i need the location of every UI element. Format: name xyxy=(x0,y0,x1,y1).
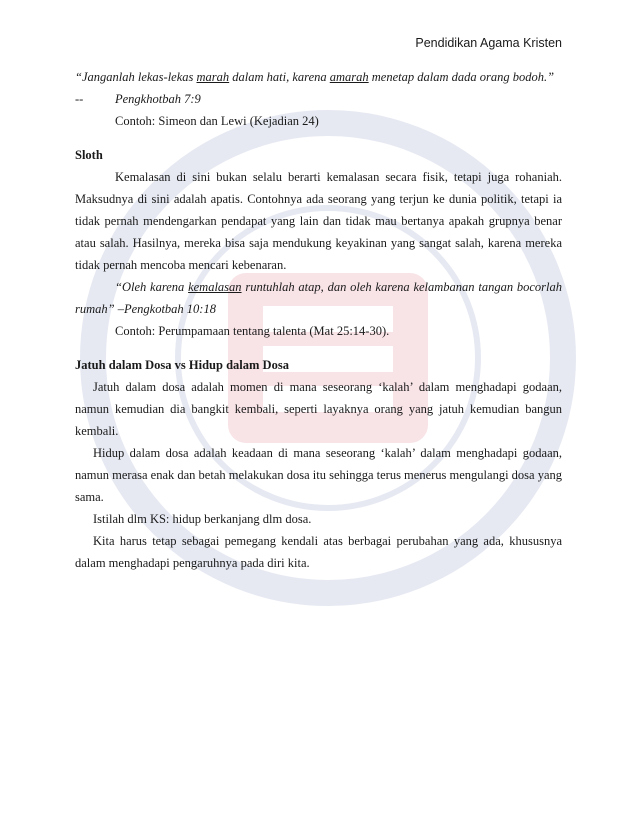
paragraph-istilah: Istilah dlm KS: hidup berkanjang dlm dosa. xyxy=(93,512,312,526)
sloth-paragraph: Kemalasan di sini bukan selalu berarti kemalasan secara fisik, tetapi juga rohaniah. Maksudnya di sini adalah apatis. Contohnya ada seorang yang terjun ke dunia politik, tetapi ia tidak pernah mendengarkan pendapat yang lain dan tidak mau bertanya apakah grupnya benar atau salah. Hasilnya, mereka bisa saja mendukung keyakinan yang sangat salah, karena mereka tidak pernah mencoba mencari kebenaran. xyxy=(75,170,562,272)
page-header: Pendidikan Agama Kristen xyxy=(415,36,562,50)
quote-kemalasan: “Oleh karena kemalasan runtuhlah atap, dan oleh karena kelambanan tangan bocorlah rumah” –Pengkotbah 10:18 xyxy=(75,280,562,316)
document-body xyxy=(75,66,562,574)
heading-sloth: Sloth xyxy=(75,148,103,162)
paragraph-kendali: Kita harus tetap sebagai pemegang kendali atas berbagai perubahan yang ada, khususnya dalam menghadapi pengaruhnya pada diri kita. xyxy=(75,534,562,570)
paragraph-jatuh: Jatuh dalam dosa adalah momen di mana seseorang ‘kalah’ dalam menghadapi godaan, namun kemudian dia bangkit kembali, seperti layaknya orang yang jatuh kemudian bangun kembali. xyxy=(75,380,562,438)
example-simeon: Contoh: Simeon dan Lewi (Kejadian 24) xyxy=(115,114,319,128)
heading-jatuh-hidup: Jatuh dalam Dosa vs Hidup dalam Dosa xyxy=(75,358,289,372)
example-talenta: Contoh: Perumpamaan tentang talenta (Mat 25:14-30). xyxy=(115,324,390,338)
quote-amarah: “Janganlah lekas-lekas marah dalam hati, karena amarah menetap dalam dada orang bodoh.” xyxy=(75,70,555,84)
quote-reference: -- Pengkhotbah 7:9 xyxy=(75,92,201,106)
paragraph-hidup: Hidup dalam dosa adalah keadaan di mana seseorang ‘kalah’ dalam menghadapi godaan, namun merasa enak dan betah melakukan dosa itu sehingga terus menerus mengulangi dosa yang sama. xyxy=(75,446,563,504)
